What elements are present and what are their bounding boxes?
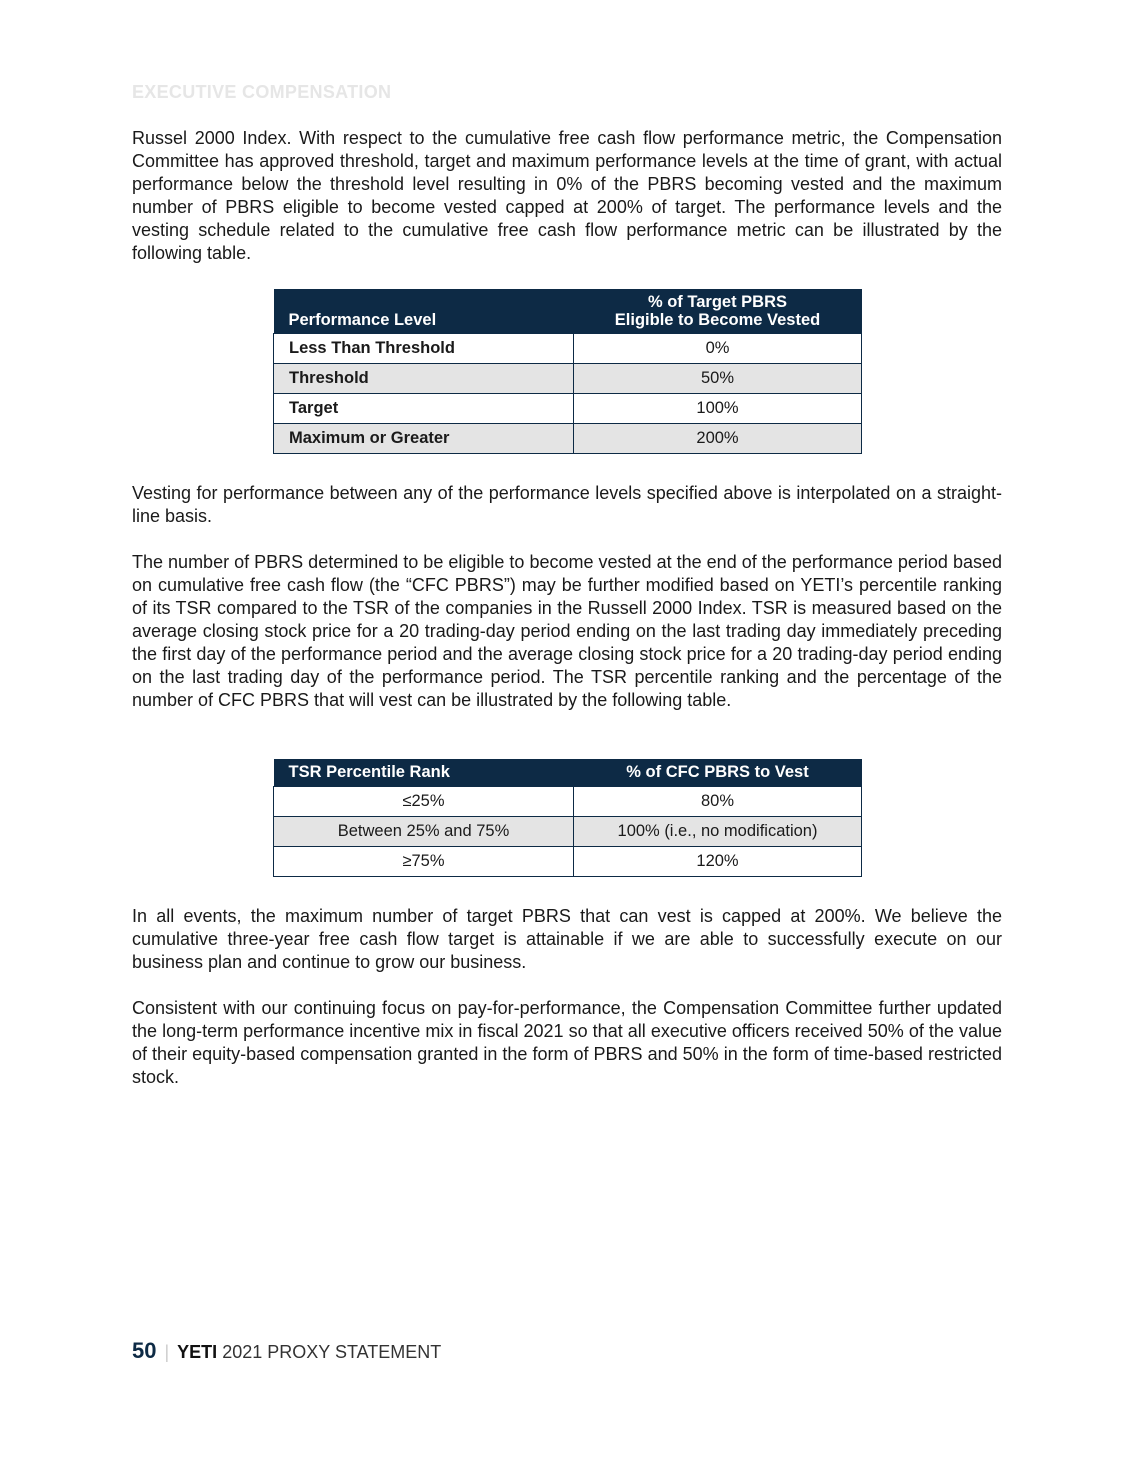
paragraph-1: Russel 2000 Index. With respect to the cumulative free cash flow performance metric, the Compensation Committee has approved threshold, target and maximum performance levels at the time of grant, with actual performance below the threshold level resulting in 0% of the PBRS becoming vested and the maximum number of PBRS eligible to become vested capped at 200% of target. The performance levels and the vesting schedule related to the cumulative free cash flow performance metric can be illustrated by the following table. [132,128,1002,263]
table-row: ≥75% 120% [274,846,862,876]
paragraph-4: In all events, the maximum number of target PBRS that can vest is capped at 200%. We believe the cumulative three-year free cash flow target is attainable if we are able to successfully execute on our business plan and continue to grow our business. [132,906,1002,972]
table-row: Target 100% [274,393,862,423]
table-row: ≤25% 80% [274,786,862,816]
header-tsr-rank: TSR Percentile Rank [274,759,574,786]
section-header: EXECUTIVE COMPENSATION [132,82,392,102]
table-row: Maximum or Greater 200% [274,423,862,453]
tsr-table [273,759,862,877]
header-pct-cfc: % of CFC PBRS to Vest [574,759,862,786]
paragraph-2: Vesting for performance between any of the performance levels specified above is interpolated on a straight-line basis. [132,483,1002,526]
footer-brand: YETI [177,1342,218,1362]
table-row: Threshold 50% [274,363,862,393]
table-row: Less Than Threshold 0% [274,333,862,363]
header-pct-target: % of Target PBRS Eligible to Become Vested [574,289,862,333]
paragraph-3: The number of PBRS determined to be eligible to become vested at the end of the performance period based on cumulative free cash flow (the “CFC PBRS”) may be further modified based on YETI’s percentile ranking of its TSR compared to the TSR of the companies in the Russell 2000 Index. TSR is measured based on the average closing stock price for a 20 trading-day period ending on the last trading day immediately preceding the first day of the performance period and the average closing stock price for a 20 trading-day period ending on the last trading day of the performance period. The TSR percentile ranking and the percentage of the number of CFC PBRS that will vest can be illustrated by the following table. [132,552,1002,710]
performance-level-table [273,289,862,454]
table-row: Between 25% and 75% 100% (i.e., no modification) [274,816,862,846]
page-footer [132,1338,441,1364]
footer-title: 2021 PROXY STATEMENT [222,1342,442,1362]
paragraph-5: Consistent with our continuing focus on pay-for-performance, the Compensation Committee further updated the long-term performance incentive mix in fiscal 2021 so that all executive officers received 50% of the value of their equity-based compensation granted in the form of PBRS and 50% in the form of time-based restricted stock. [132,998,1002,1087]
footer-separator: | [164,1342,170,1362]
header-performance-level: Performance Level [274,289,574,333]
page-number: 50 [132,1338,157,1363]
